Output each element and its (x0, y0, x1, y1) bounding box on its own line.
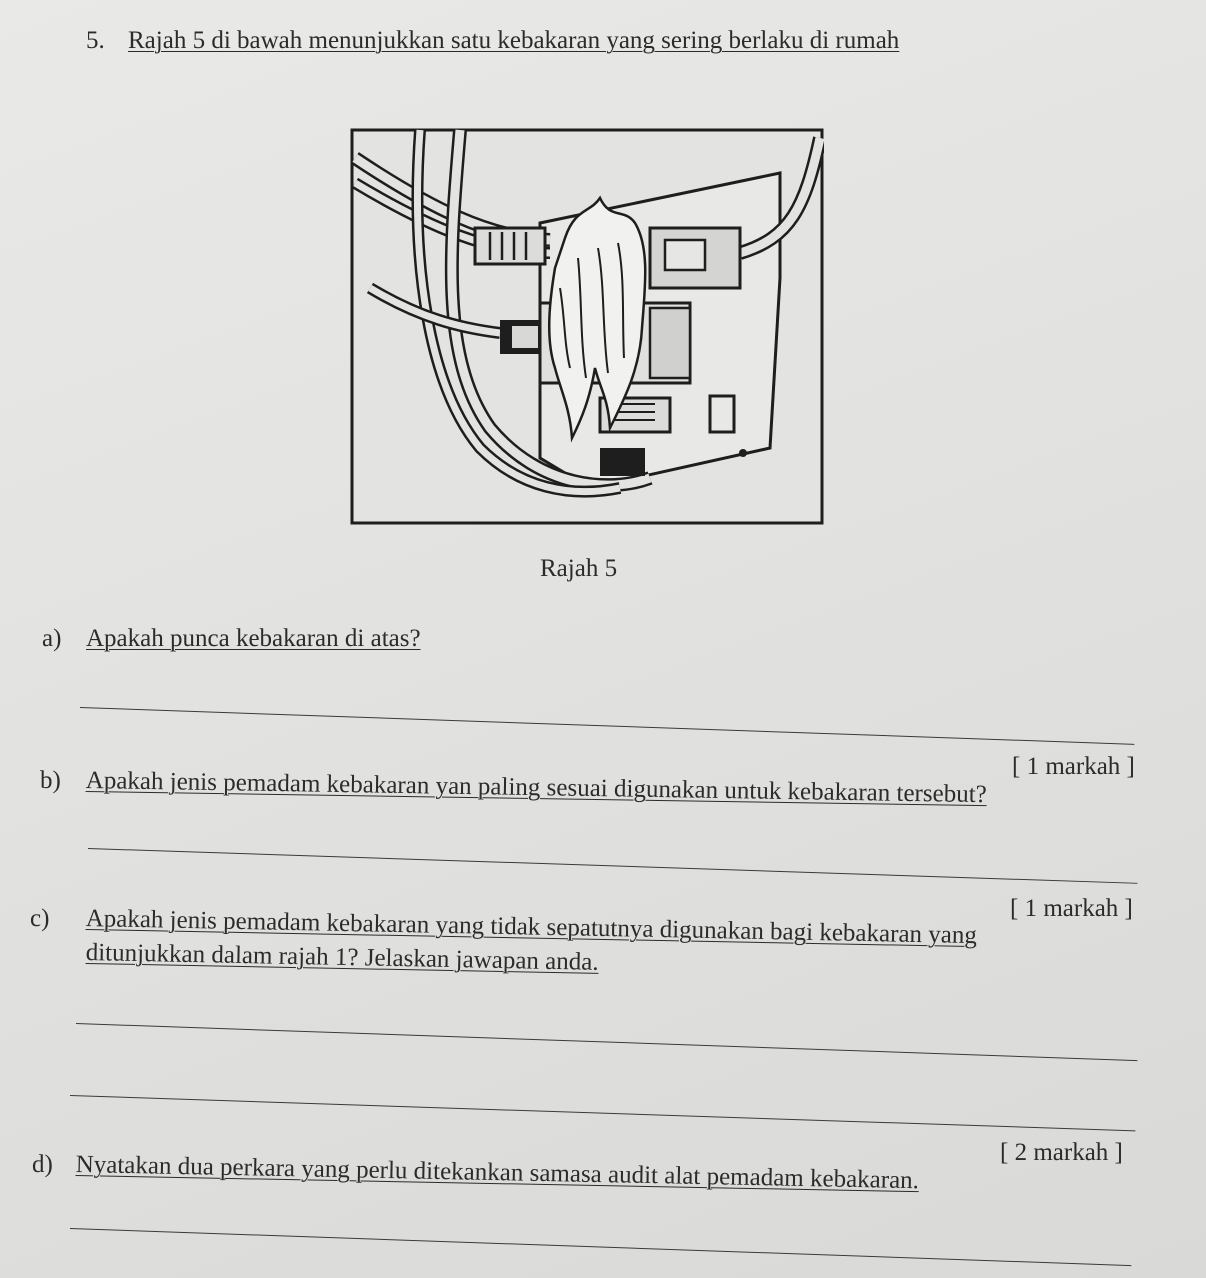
part-b-marks: [ 1 markah ] (1010, 895, 1133, 922)
part-a-marks: [ 1 markah ] (1012, 753, 1135, 780)
part-b-question: Apakah jenis pemadam kebakaran yan paling sesuai digunakan untuk kebakaran tersebut? (85, 766, 987, 809)
part-a-question: Apakah punca kebakaran di atas? (86, 625, 421, 652)
answer-line-b[interactable] (88, 848, 1137, 884)
question-intro: Rajah 5 di bawah menunjukkan satu kebakaran yang sering berlaku di rumah (128, 27, 900, 54)
answer-line-c1[interactable] (76, 1023, 1137, 1061)
part-b-label: b) (40, 767, 61, 794)
part-d-question: Nyatakan dua perkara yang perlu ditekankan samasa audit alat pemadam kebakaran. (75, 1150, 920, 1195)
answer-line-c2[interactable] (70, 1095, 1135, 1131)
part-c-marks: [ 2 markah ] (1000, 1139, 1123, 1166)
question-number: 5. (86, 27, 105, 54)
part-c-question-line1: Apakah jenis pemadam kebakaran yang tidak sepatutnya digunakan bagi kebakaran yang (85, 904, 978, 950)
answer-line-d[interactable] (70, 1228, 1131, 1266)
part-a-label: a) (42, 625, 62, 652)
answer-line-a[interactable] (80, 707, 1134, 745)
part-d-label: d) (32, 1151, 53, 1178)
figure-socket-fire (350, 128, 824, 525)
figure-caption: Rajah 5 (540, 555, 618, 582)
part-c-label: c) (30, 905, 50, 932)
part-c-question-line2: ditunjukkan dalam rajah 1? Jelaskan jawapan anda. (85, 938, 599, 976)
